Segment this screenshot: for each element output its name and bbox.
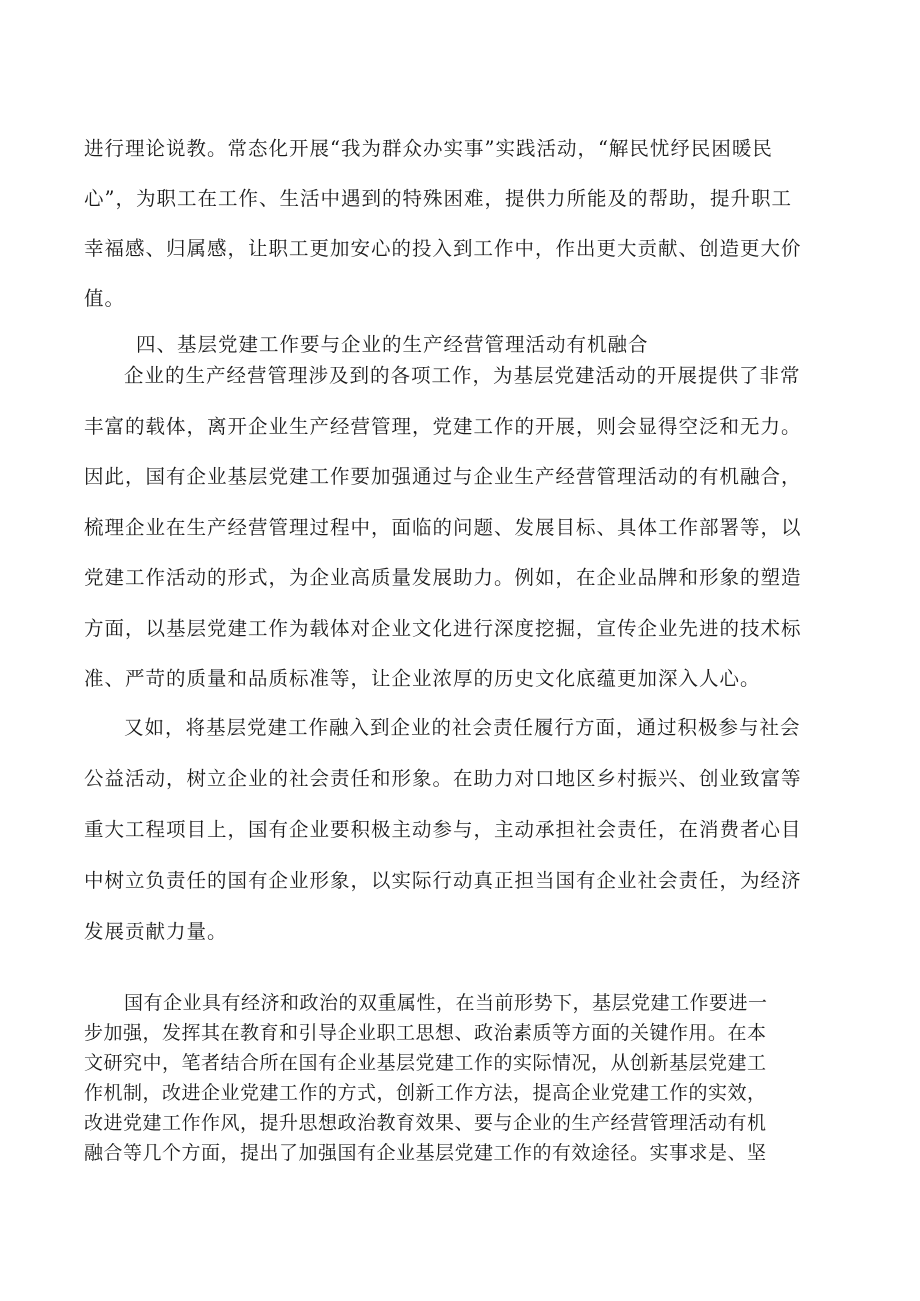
text-line: 幸福感、归属感，让职工更加安心的投入到工作中，作出更大贡献、创造更大价 xyxy=(84,237,802,260)
paragraph-social-responsibility xyxy=(84,702,840,957)
text-line: 值。 xyxy=(84,287,126,310)
text-line: 中树立负责任的国有企业形象，以实际行动真正担当国有企业社会责任，为经济 xyxy=(84,869,802,892)
text-line: 进行理论说教。常态化开展“我为群众办实事”实践活动，“解民忧纾民困暖民 xyxy=(84,137,773,160)
text-line: 重大工程项目上，国有企业要积极主动参与，主动承担社会责任，在消费者心目 xyxy=(84,818,802,841)
paragraph-integration xyxy=(84,351,840,705)
paragraph-conclusion xyxy=(84,988,840,1168)
section-heading-text: 四、基层党建工作要与企业的生产经营管理活动有机融合 xyxy=(136,333,649,356)
text-line: 文研究中，笔者结合所在国有企业基层党建工作的实际情况，从创新基层党建工 xyxy=(84,1052,767,1074)
text-line: 国有企业具有经济和政治的双重属性，在当前形势下，基层党建工作要进一 xyxy=(124,992,768,1014)
text-line: 心”，为职工在工作、生活中遇到的特殊困难，提供力所能及的帮助，提升职工 xyxy=(84,187,792,210)
text-line: 又如，将基层党建工作融入到企业的社会责任履行方面，通过积极参与社会 xyxy=(124,716,801,739)
text-line: 步加强，发挥其在教育和引导企业职工思想、政治素质等方面的关键作用。在本 xyxy=(84,1022,767,1044)
text-line: 方面，以基层党建工作为载体对企业文化进行深度挖掘，宣传企业先进的技术标 xyxy=(84,616,802,640)
text-line: 改进党建工作作风，提升思想政治教育效果、要与企业的生产经营管理活动有机 xyxy=(84,1112,767,1134)
text-line: 发展贡献力量。 xyxy=(84,920,228,943)
text-line: 公益活动，树立企业的社会责任和形象。在助力对口地区乡村振兴、创业致富等 xyxy=(84,767,802,790)
text-line: 准、严苛的质量和品质标准等，让企业浓厚的历史文化底蕴更加深入人心。 xyxy=(84,667,761,690)
text-line: 融合等几个方面，提出了加强国有企业基层党建工作的有效途径。实事求是、坚 xyxy=(84,1142,767,1164)
paragraph-employee-care xyxy=(84,124,840,324)
text-line: 梳理企业在生产经营管理过程中，面临的问题、发展目标、具体工作部署等，以 xyxy=(84,515,802,539)
text-line: 因此，国有企业基层党建工作要加强通过与企业生产经营管理活动的有机融合， xyxy=(84,465,802,488)
text-line: 企业的生产经营管理涉及到的各项工作，为基层党建活动的开展提供了非常 xyxy=(124,364,801,387)
text-line: 党建工作活动的形式，为企业高质量发展助力。例如，在企业品牌和形象的塑造 xyxy=(84,566,802,589)
text-line: 作机制，改进企业党建工作的方式，创新工作方法，提高企业党建工作的实效， xyxy=(84,1082,767,1104)
text-line: 丰富的载体，离开企业生产经营管理，党建工作的开展，则会显得空泛和无力。 xyxy=(84,414,802,438)
